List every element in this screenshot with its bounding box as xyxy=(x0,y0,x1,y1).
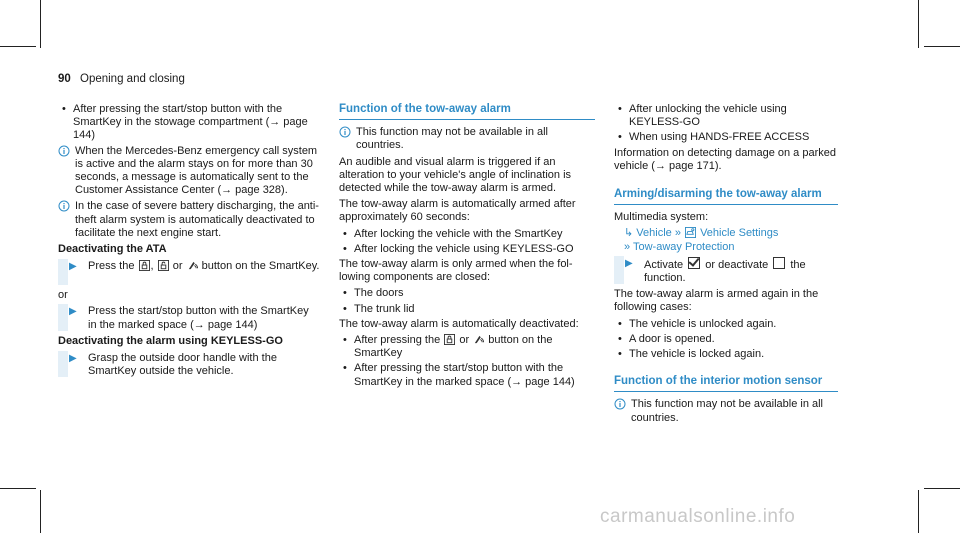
note xyxy=(58,200,320,240)
step xyxy=(614,257,838,285)
list-item: • The doors xyxy=(339,287,595,300)
section-heading: Function of the interior motion sensor xyxy=(614,375,838,392)
checkbox-checked-icon xyxy=(688,257,700,269)
step-text: Grasp the outside door handle with the SmartKey outside the vehicle. xyxy=(88,352,277,378)
list-item: • After pressing the start/stop button with the SmartKey in the marked space (→ page 144) xyxy=(339,362,595,388)
crop-mark xyxy=(0,46,36,47)
column-2 xyxy=(339,103,595,391)
list-item xyxy=(339,334,595,360)
panic-alarm-icon xyxy=(473,334,484,345)
page-number: 90 xyxy=(58,73,71,85)
menu-path-line xyxy=(614,241,838,254)
crop-mark xyxy=(924,46,960,47)
return-arrow-icon: ↳ xyxy=(624,227,634,240)
paragraph: The tow-away alarm is armed again in the following cases: xyxy=(614,288,819,314)
list-text: After pressing the xyxy=(354,334,441,347)
menu-path xyxy=(614,227,838,253)
unlock-key-icon xyxy=(158,260,169,271)
crop-mark xyxy=(40,0,41,48)
or-text: or xyxy=(58,289,68,302)
crop-mark xyxy=(40,490,41,533)
list-item: • After pressing the start/stop button with the SmartKey in the stowage compartment (→ page 144) xyxy=(58,103,320,143)
step-text: or deactivate xyxy=(705,258,769,271)
step-text: Activate xyxy=(644,258,684,271)
step-text: or xyxy=(172,260,183,273)
menu-vehicle-settings[interactable]: Vehicle Settings xyxy=(700,227,779,240)
menu-path-line xyxy=(614,227,838,240)
subheading: Deactivating the alarm using KEYLESS-GO xyxy=(58,334,283,347)
paragraph: The tow-away alarm is automatically deactivated: xyxy=(339,317,579,330)
crop-mark xyxy=(924,488,960,489)
section-heading: Function of the tow-away alarm xyxy=(339,103,595,120)
info-icon xyxy=(58,200,70,212)
crop-mark xyxy=(918,0,919,48)
crop-mark xyxy=(0,488,36,489)
chevron-right-icon: » xyxy=(674,227,681,240)
list-item: • The trunk lid xyxy=(339,303,595,316)
step xyxy=(58,305,320,331)
chevron-right-icon: » xyxy=(624,240,631,253)
step-text: Press the xyxy=(88,260,135,273)
info-icon xyxy=(614,398,626,410)
list-item: • A door is opened. xyxy=(614,333,838,346)
info-icon xyxy=(339,126,351,138)
step-arrow-icon: ▶ xyxy=(625,257,633,269)
step-arrow-icon: ▶ xyxy=(69,306,77,318)
lock-key-icon xyxy=(139,260,150,271)
menu-vehicle[interactable]: Vehicle xyxy=(636,227,672,240)
list-text: button on the SmartKey xyxy=(354,334,553,360)
step-text: button on the SmartKey. xyxy=(201,260,320,273)
paragraph: An audible and visual alarm is triggered if an alteration to your vehicle's angle of inclination is detected while the tow-away alarm is armed. xyxy=(339,155,572,195)
panic-alarm-icon xyxy=(187,260,198,271)
step xyxy=(58,352,320,378)
list-item: • After unlocking the vehicle using KEYLESS-GO xyxy=(614,103,838,129)
step-text: the function. xyxy=(644,258,806,285)
step-text: Press the start/stop button with the SmartKey in the marked space (→ page 144) xyxy=(88,305,309,331)
note xyxy=(614,398,838,424)
note-text: When the Mercedes-Benz emergency call system is active and the alarm stays on for more than 30 seconds, a message is automatically sent to the Customer Assistance Center (→ page 328). xyxy=(75,144,318,197)
list-item: • After locking the vehicle using KEYLESS-GO xyxy=(339,243,595,256)
note xyxy=(58,145,320,198)
note xyxy=(339,126,595,152)
list-item: • The vehicle is unlocked again. xyxy=(614,318,838,331)
menu-label: Multimedia system: xyxy=(614,211,709,224)
note-text: This function may not be available in all countries. xyxy=(356,126,548,152)
list-item: • After locking the vehicle with the SmartKey xyxy=(339,228,595,241)
column-1 xyxy=(58,103,320,381)
info-icon xyxy=(58,145,70,157)
paragraph: The tow-away alarm is automatically armed after approximately 60 seconds: xyxy=(339,198,576,224)
note-text: In the case of severe battery discharging, the anti-theft alarm system is automatically deactivated to facilitate the next engine start. xyxy=(75,200,319,239)
note-text: This function may not be available in all countries. xyxy=(631,398,823,424)
paragraph: Information on detecting damage on a parked vehicle (→ page 171). xyxy=(614,146,836,172)
list-text: or xyxy=(459,334,470,347)
page-title: Opening and closing xyxy=(80,73,185,85)
step xyxy=(58,260,320,286)
menu-tow-away-protection[interactable]: Tow-away Protection xyxy=(632,240,735,253)
list-item: • The vehicle is locked again. xyxy=(614,348,838,361)
column-3 xyxy=(614,103,838,428)
crop-mark xyxy=(918,490,919,533)
step-arrow-icon: ▶ xyxy=(69,353,77,365)
lock-key-icon xyxy=(444,334,455,345)
checkbox-unchecked-icon xyxy=(773,257,785,269)
page-header xyxy=(58,73,185,85)
car-settings-icon xyxy=(685,227,696,238)
section-heading: Arming/disarming the tow-away alarm xyxy=(614,188,838,205)
step-arrow-icon: ▶ xyxy=(69,261,77,273)
step-text: , xyxy=(150,260,154,273)
watermark: carmanualsonline.info xyxy=(600,506,796,527)
list-item: • When using HANDS-FREE ACCESS xyxy=(614,131,838,144)
subheading: Deactivating the ATA xyxy=(58,243,167,256)
paragraph: The tow-away alarm is only armed when the following components are closed: xyxy=(339,258,573,284)
